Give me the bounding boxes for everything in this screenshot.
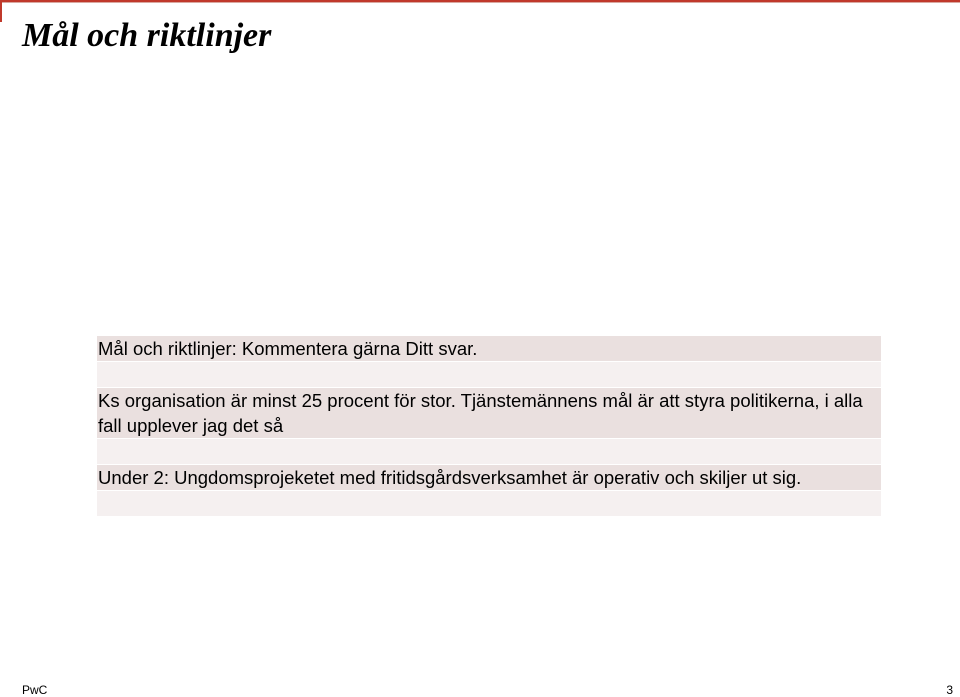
table-row	[97, 491, 881, 517]
table-row	[97, 362, 881, 388]
page-number: 3	[946, 683, 953, 697]
table-row	[97, 388, 881, 439]
table-row	[97, 439, 881, 465]
comment-cell	[97, 439, 881, 465]
table-row	[97, 336, 881, 362]
comment-cell: Under 2: Ungdomsprojeketet med fritidsgårdsverksamhet är operativ och skiljer ut sig.	[97, 465, 881, 491]
comments-table	[97, 336, 881, 517]
comments-header: Mål och riktlinjer: Kommentera gärna Ditt svar.	[97, 336, 881, 362]
comment-cell	[97, 362, 881, 388]
table-row	[97, 465, 881, 491]
comment-cell: Ks organisation är minst 25 procent för stor. Tjänstemännens mål är att styra politikerna, i alla fall upplever jag det så	[97, 388, 881, 439]
comment-cell	[97, 491, 881, 517]
footer-brand: PwC	[22, 683, 48, 697]
page-title: Mål och riktlinjer	[22, 17, 272, 54]
